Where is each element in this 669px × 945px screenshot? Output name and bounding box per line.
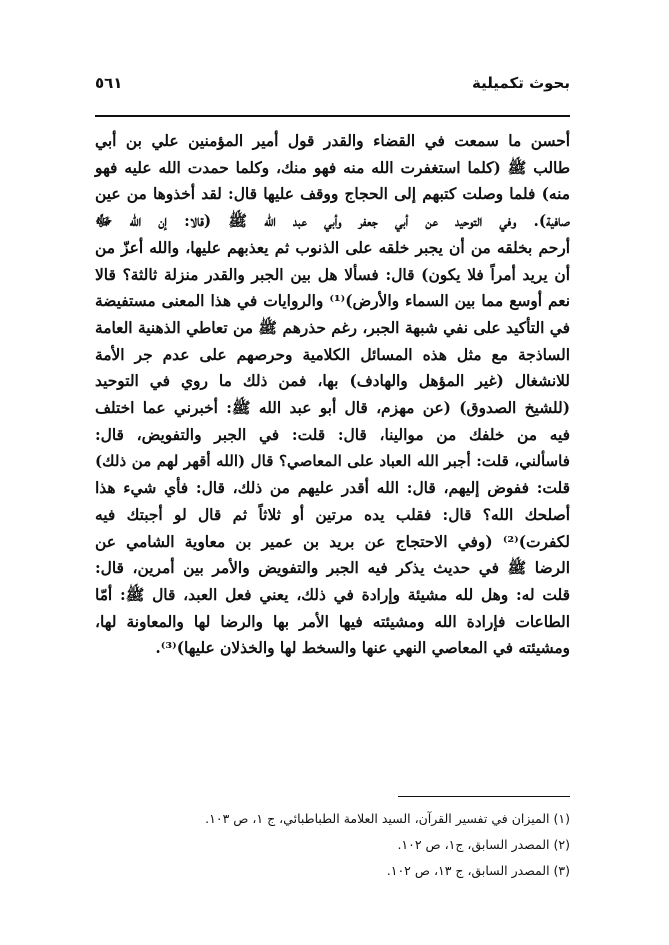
text-line: (للشيخ الصدوق) (عن مهزم، قال أبو عبد الله ﷺ: أخبرني عما اختلف	[95, 399, 570, 418]
footnote-3: (٣) المصدر السابق، ج ١٣، ص ١٠٢.	[386, 863, 570, 878]
text-line: لكفرت)⁽²⁾ (وفي الاحتجاج عن بريد بن عمير بن معاوية الشامي عن	[95, 532, 570, 551]
text-line: فاسألني، قلت: أجبر الله العباد على المعاصي؟ قال (الله أقهر لهم من ذلك)	[95, 452, 570, 471]
text-line: الساذجة مع مثل هذه المسائل الكلامية وحرصهم على عدم جر الأمة	[95, 345, 570, 364]
text-line: صافية). وفي التوحيد عن أبي جعفر وأبي عبد الله ﷺ (قالا: إن الله ﷻ	[95, 212, 570, 231]
text-line: قلت له: وهل لله مشيئة وإرادة في ذلك، يعني فعل العبد، قال ﷺ: أمّا	[95, 585, 570, 604]
text-line: أصلحك الله؟ قال: فقلب يده مرتين أو ثلاثاً ثم قال لو أجبتك فيه	[95, 505, 570, 524]
text-line: في التأكيد على نفي شبهة الجبر، رغم حذرهم ﷺ من تعاطي الذهنية العامة	[95, 318, 570, 337]
main-text	[95, 128, 570, 662]
text-line: الطاعات فإرادة الله ومشيئته فيها الأمر بها والرضا لها والمعاونة لها،	[95, 612, 570, 631]
page-number: ٥٦١	[95, 74, 123, 92]
text-line: فيه من خلفك من موالينا، قال: قلت: في الجبر والتفويض، قال:	[95, 425, 570, 444]
footnotes	[95, 806, 570, 884]
text-line: أحسن ما سمعت في القضاء والقدر قول أمير المؤمنين علي بن أبي	[95, 132, 570, 150]
text-line: أرحم بخلقه من أن يجبر خلقه على الذنوب ثم يعذبهم عليها، والله أعزّ من	[95, 238, 570, 257]
text-line: ومشيئته في المعاصي النهي عنها والسخط لها والخذلان عليها)⁽³⁾.	[155, 639, 570, 658]
text-line: قلت: ففوض إليهم، قال: الله أقدر عليهم من ذلك، قال: فأي شيء هذا	[95, 479, 570, 498]
running-header	[95, 70, 570, 96]
footnote-1: (١) الميزان في تفسير القرآن، السيد العلامة الطباطبائي، ج ١، ص ١٠٣.	[205, 811, 570, 826]
header-rule	[95, 115, 570, 117]
text-line: الرضا ﷺ في حديث يذكر فيه الجبر والتفويض والأمر بين أمرين، قال:	[95, 559, 570, 578]
running-title: بحوث تكميلية	[471, 74, 570, 92]
footnote-separator	[398, 796, 570, 797]
text-line: طالب ﷺ (كلما استغفرت الله منه فهو منك، وكلما حمدت الله عليه فهو	[95, 158, 570, 177]
text-line: منه) فلما وصلت كتبهم إلى الحجاج ووقف عليها قال: لقد أخذوها من عين	[95, 185, 570, 204]
text-line: نعم أوسع مما بين السماء والأرض)⁽¹⁾ والروايات في هذا المعنى مستفيضة	[95, 292, 570, 311]
footnote-2: (٢) المصدر السابق، ج١، ص ١٠٢.	[397, 837, 570, 852]
text-line: أن يريد أمراً فلا يكون) قال: فسألا هل بين الجبر والقدر منزلة ثالثة؟ قالا	[95, 265, 570, 284]
text-line: للانشغال (غير المؤهل والهادف) بها، فمن ذلك ما روي في التوحيد	[95, 372, 570, 391]
